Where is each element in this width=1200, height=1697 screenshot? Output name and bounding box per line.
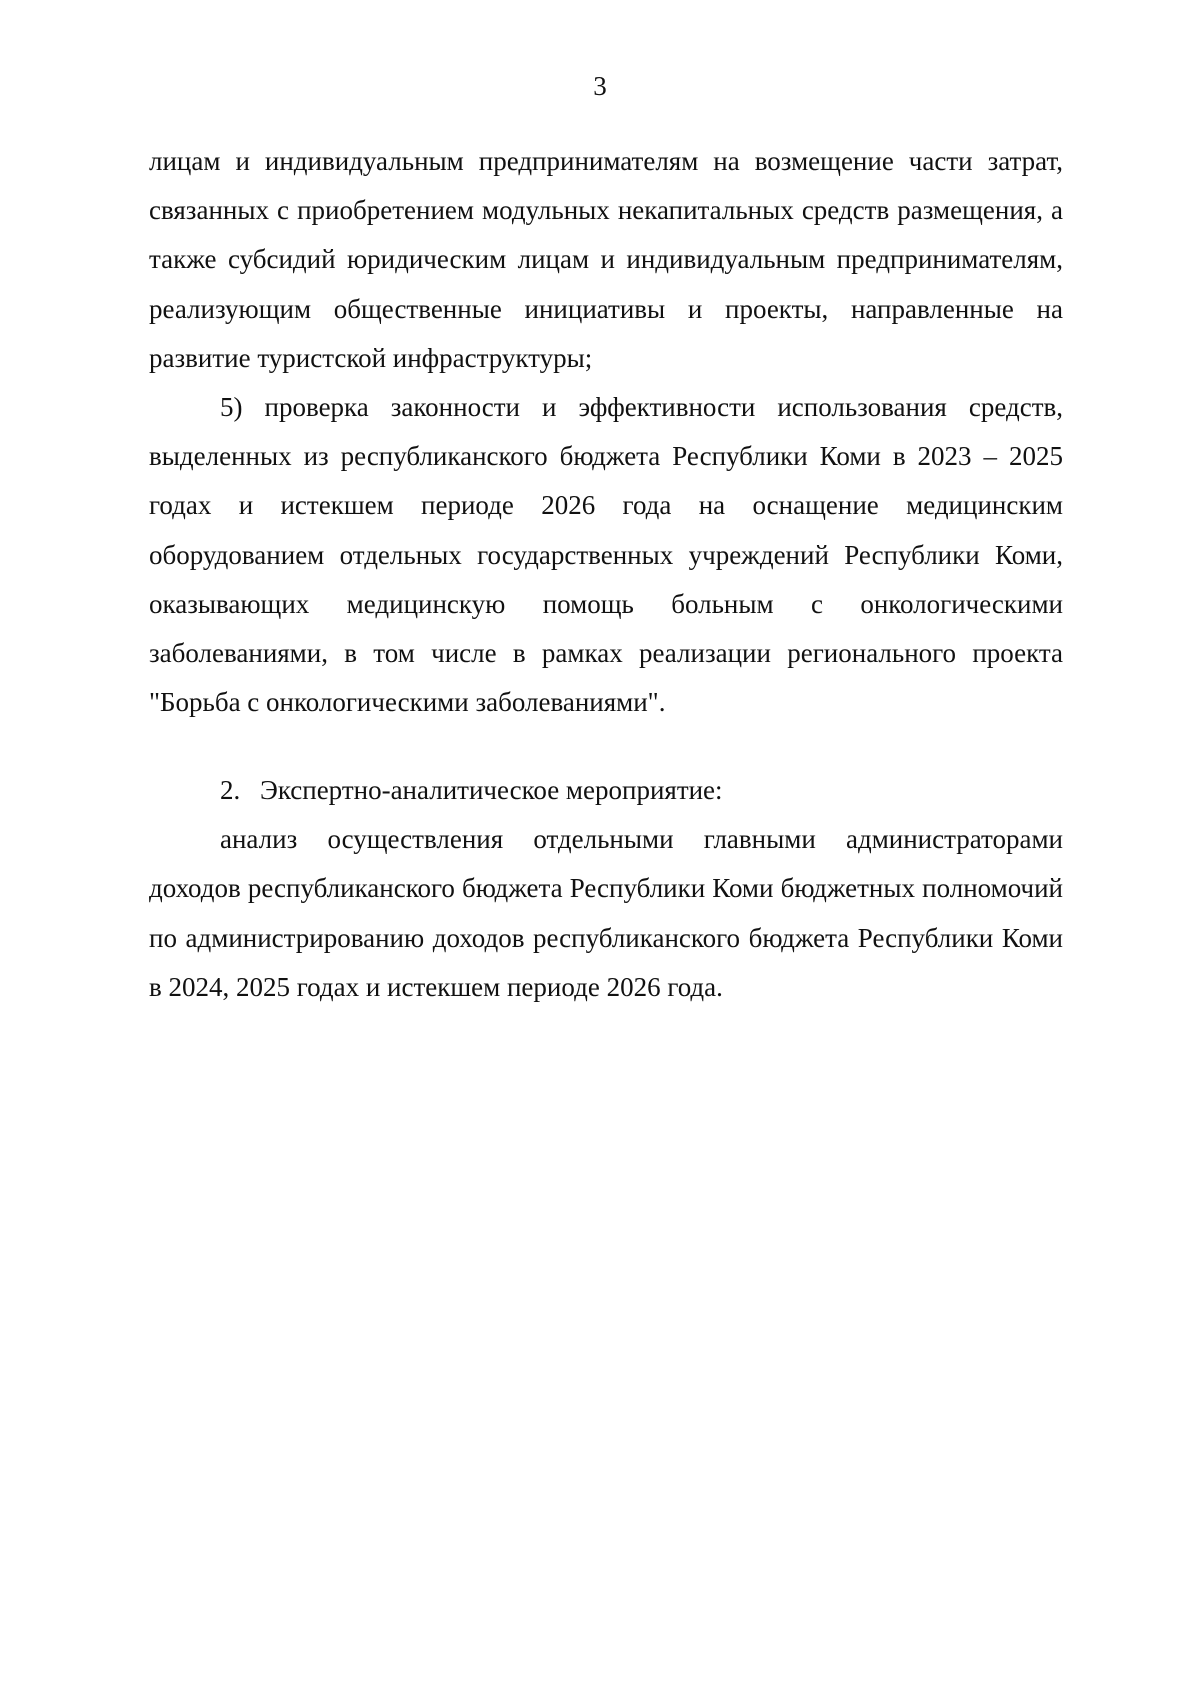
continuation-paragraph: лицам и индивидуальным предпринимателям на возмещение части затрат, связанных с приобретением модульных некапитальных средств размещения, а также субсидий юридическим лицам и индивидуальным предпринимателям, реализующим общественные инициативы и проекты, направленные на развитие туристской инфраструктуры; — [149, 146, 1063, 373]
item-5-text: проверка законности и эффективности использования средств, выделенных из республиканского бюджета Республики Коми в 2023 – 2025 годах и истекшем периоде 2026 года на оснащение медицинским оборудованием отдельных государственных учреждений Республики Коми, оказывающих медицинскую помощь больным с онкологическими заболеваниями, в том числе в рамках реализации регионального проекта "Борьба с онкологическими заболеваниями". — [149, 392, 1064, 718]
section-1 — [149, 137, 1063, 727]
section-2-title: Экспертно-аналитическое мероприятие: — [260, 775, 723, 805]
section-2-paragraph: анализ осуществления отдельными главными администраторами доходов республиканского бюджета Республики Коми бюджетных полномочий по администрированию доходов республиканского бюджета Республики Коми в 2024, 2025 годах и истекшем периоде 2026 года. — [149, 824, 1063, 1002]
item-5-number: 5) — [220, 392, 243, 423]
item-5-paragraph — [149, 383, 1063, 727]
section-2 — [149, 766, 1063, 1012]
page-number: 3 — [593, 71, 607, 101]
section-2-heading — [149, 766, 1063, 815]
section-2-number: 2. — [220, 775, 241, 805]
